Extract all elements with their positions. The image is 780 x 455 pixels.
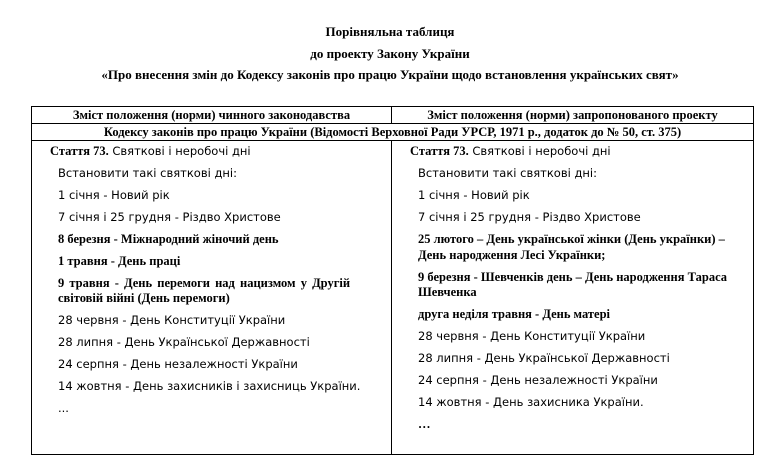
header-proposed-law: Зміст положення (норми) запропонованого проекту	[392, 107, 754, 124]
left-article-heading: Стаття 73. Святкові і неробочі дні	[50, 144, 251, 158]
right-holiday-statehood-day: 28 липня - День Української Державності	[418, 351, 670, 365]
doc-subtitle: до проекту Закону України	[310, 46, 470, 61]
left-holiday-independence-day: 24 серпня - День незалежності України	[58, 357, 298, 371]
right-article-heading: Стаття 73. Святкові і неробочі дні	[410, 144, 611, 158]
left-holiday-victory-day-line2: світовій війні (День перемоги)	[58, 291, 230, 305]
left-holiday-victory-day-line1: 9 травня - День перемоги над нацизмом у Другій	[58, 276, 351, 290]
proposed-law-cell	[392, 141, 754, 455]
current-law-cell	[32, 141, 392, 455]
left-holiday-defenders-day: 14 жовтня - День захисників і захисниць України.	[58, 379, 361, 393]
code-reference-row: Кодексу законів про працю України (Відомості Верховної Ради УРСР, 1971 р., додаток до № 50, ст. 375)	[32, 124, 754, 141]
doc-law-name: «Про внесення змін до Кодексу законів про працю України щодо встановлення українських свят»	[101, 67, 679, 82]
header-current-law: Зміст положення (норми) чинного законодавства	[32, 107, 392, 124]
left-holiday-new-year: 1 січня - Новий рік	[58, 188, 170, 202]
left-holiday-labour-day: 1 травня - День праці	[58, 254, 181, 268]
right-holiday-womens-day-line1: 25 лютого – День української жінки (День українки) –	[418, 232, 725, 246]
right-ellipsis: …	[418, 417, 431, 431]
right-holiday-shevchenko-day-line1: 9 березня - Шевченків день – День народження Тараса	[418, 270, 728, 284]
left-ellipsis: ...	[58, 401, 69, 415]
right-holiday-constitution-day: 28 червня - День Конституції України	[418, 329, 646, 343]
right-holiday-womens-day-line2: День народження Лесі Українки;	[418, 248, 606, 262]
right-holiday-new-year: 1 січня - Новий рік	[418, 188, 530, 202]
comparison-table	[31, 106, 754, 455]
right-holiday-shevchenko-day-line2: Шевченка	[418, 285, 477, 299]
right-holiday-christmas: 7 січня і 25 грудня - Різдво Христове	[418, 210, 641, 224]
left-intro: Встановити такі святкові дні:	[58, 166, 238, 180]
doc-title: Порівняльна таблиця	[325, 24, 455, 39]
right-holiday-independence-day: 24 серпня - День незалежності України	[418, 373, 658, 387]
right-holiday-mothers-day: друга неділя травня - День матері	[418, 307, 611, 321]
right-intro: Встановити такі святкові дні:	[418, 166, 598, 180]
left-holiday-womens-day: 8 березня - Міжнародний жіночий день	[58, 232, 279, 246]
right-holiday-defenders-day: 14 жовтня - День захисника України.	[418, 395, 644, 409]
left-holiday-christmas: 7 січня і 25 грудня - Різдво Христове	[58, 210, 281, 224]
left-holiday-statehood-day: 28 липня - День Української Державності	[58, 335, 310, 349]
left-holiday-constitution-day: 28 червня - День Конституції України	[58, 313, 286, 327]
